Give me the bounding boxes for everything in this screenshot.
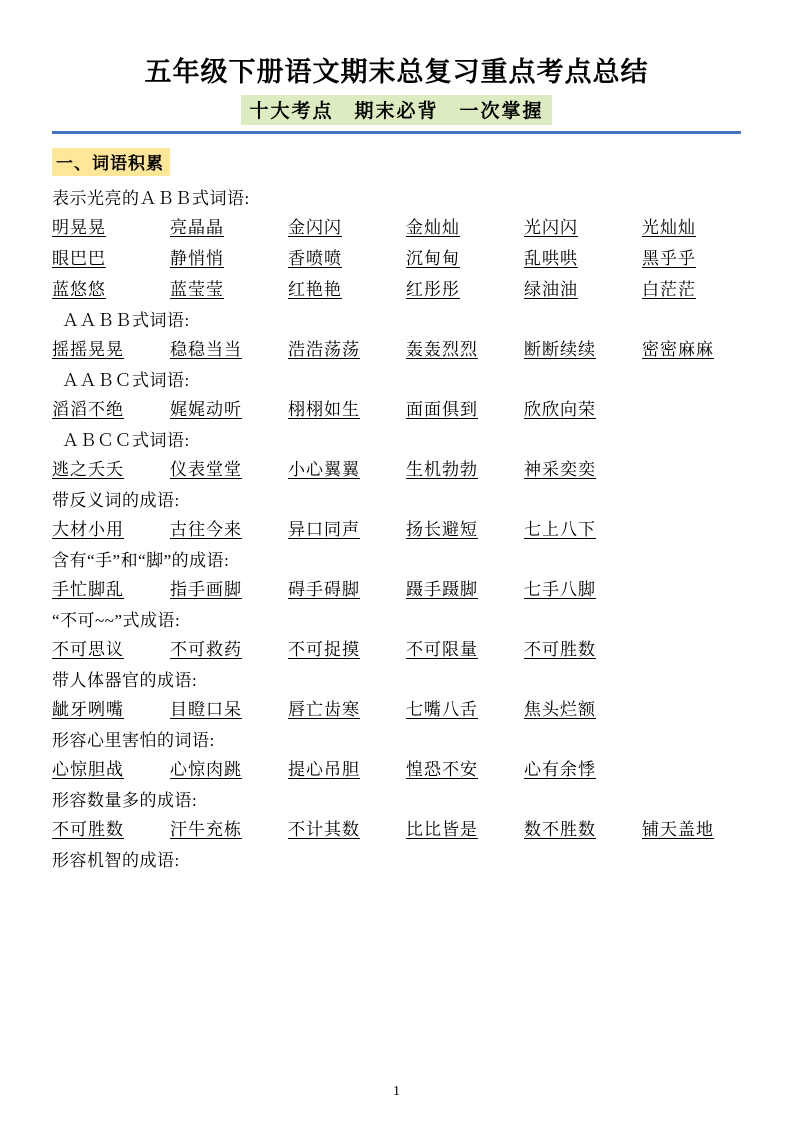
- category-label: ＡＡＢＣ式词语:: [62, 371, 190, 390]
- term: 金闪闪: [288, 218, 342, 237]
- term: 轰轰烈烈: [406, 340, 478, 359]
- term: 娓娓动听: [170, 400, 242, 419]
- term: 龇牙咧嘴: [52, 700, 124, 719]
- term: 唇亡齿寒: [288, 700, 360, 719]
- category-label: “不可~~”式成语:: [52, 611, 181, 630]
- term: 神采奕奕: [524, 460, 596, 479]
- term: 光灿灿: [642, 218, 696, 237]
- term: 红彤彤: [406, 280, 460, 299]
- term: 大材小用: [52, 520, 124, 539]
- category-label: 形容数量多的成语:: [52, 791, 198, 810]
- horizontal-divider: [52, 131, 741, 134]
- section-heading-container: [52, 148, 741, 176]
- term: 铺天盖地: [642, 820, 714, 839]
- term: 目瞪口呆: [170, 700, 242, 719]
- term: 惶恐不安: [406, 760, 478, 779]
- term: 静悄悄: [170, 249, 224, 268]
- term: 七上八下: [524, 520, 596, 539]
- term: 比比皆是: [406, 820, 478, 839]
- term-row: [52, 755, 741, 780]
- term-row: [52, 335, 741, 360]
- term: 提心吊胆: [288, 760, 360, 779]
- term: 绿油油: [524, 280, 578, 299]
- term: 指手画脚: [170, 580, 242, 599]
- category-label: 含有“手”和“脚”的成语:: [52, 551, 230, 570]
- category-label: 表示光亮的ＡＢＢ式词语:: [52, 189, 250, 208]
- term: 摇摇晃晃: [52, 340, 124, 359]
- term: 香喷喷: [288, 249, 342, 268]
- term: 栩栩如生: [288, 400, 360, 419]
- term: 黑乎乎: [642, 249, 696, 268]
- term: 碍手碍脚: [288, 580, 360, 599]
- term: 不可胜数: [524, 640, 596, 659]
- category-label: 带反义词的成语:: [52, 491, 180, 510]
- term: 断断续续: [524, 340, 596, 359]
- term-row: [52, 395, 741, 420]
- term: 逃之夭夭: [52, 460, 124, 479]
- term: 欣欣向荣: [524, 400, 596, 419]
- term: 蓝悠悠: [52, 280, 106, 299]
- term-row: [52, 815, 741, 840]
- term: 沉甸甸: [406, 249, 460, 268]
- term: 不可胜数: [52, 820, 124, 839]
- term: 蓝莹莹: [170, 280, 224, 299]
- term: 心惊肉跳: [170, 760, 242, 779]
- term: 古往今来: [170, 520, 242, 539]
- term: 不可捉摸: [288, 640, 360, 659]
- term: 滔滔不绝: [52, 400, 124, 419]
- term: 七嘴八舌: [406, 700, 478, 719]
- category-label: 形容心里害怕的词语:: [52, 731, 215, 750]
- subtitle-container: [52, 95, 741, 125]
- term: 小心翼翼: [288, 460, 360, 479]
- term: 明晃晃: [52, 218, 106, 237]
- category-label: ＡＢＣＣ式词语:: [62, 431, 190, 450]
- term: 亮晶晶: [170, 218, 224, 237]
- term: 密密麻麻: [642, 340, 714, 359]
- term: 数不胜数: [524, 820, 596, 839]
- term: 手忙脚乱: [52, 580, 124, 599]
- category-label: ＡＡＢＢ式词语:: [62, 311, 190, 330]
- term: 面面俱到: [406, 400, 478, 419]
- term-row: [52, 244, 741, 269]
- term: 心惊胆战: [52, 760, 124, 779]
- term-row: [52, 695, 741, 720]
- term-row: [52, 635, 741, 660]
- term: 不可思议: [52, 640, 124, 659]
- term: 红艳艳: [288, 280, 342, 299]
- term: 异口同声: [288, 520, 360, 539]
- term: 不可限量: [406, 640, 478, 659]
- term: 生机勃勃: [406, 460, 478, 479]
- term-row: [52, 515, 741, 540]
- term-row: [52, 455, 741, 480]
- section-heading: 一、词语积累: [52, 148, 170, 176]
- term: 焦头烂额: [524, 700, 596, 719]
- term-row: [52, 575, 741, 600]
- term: 汗牛充栋: [170, 820, 242, 839]
- term-row: [52, 213, 741, 238]
- term: 乱哄哄: [524, 249, 578, 268]
- term: 稳稳当当: [170, 340, 242, 359]
- term: 不计其数: [288, 820, 360, 839]
- term: 眼巴巴: [52, 249, 106, 268]
- term: 白茫茫: [642, 280, 696, 299]
- term: 蹑手蹑脚: [406, 580, 478, 599]
- category-label: 形容机智的成语:: [52, 851, 180, 870]
- term: 不可救药: [170, 640, 242, 659]
- term: 仪表堂堂: [170, 460, 242, 479]
- term: 心有余悸: [524, 760, 596, 779]
- term: 扬长避短: [406, 520, 478, 539]
- term: 光闪闪: [524, 218, 578, 237]
- category-label: 带人体器官的成语:: [52, 671, 198, 690]
- page-title: 五年级下册语文期末总复习重点考点总结: [144, 57, 649, 87]
- term: 金灿灿: [406, 218, 460, 237]
- term: 浩浩荡荡: [288, 340, 360, 359]
- page-number: 1: [393, 1084, 400, 1099]
- subtitle-highlight: 十大考点 期末必背 一次掌握: [241, 95, 551, 125]
- term-row: [52, 275, 741, 300]
- term: 七手八脚: [524, 580, 596, 599]
